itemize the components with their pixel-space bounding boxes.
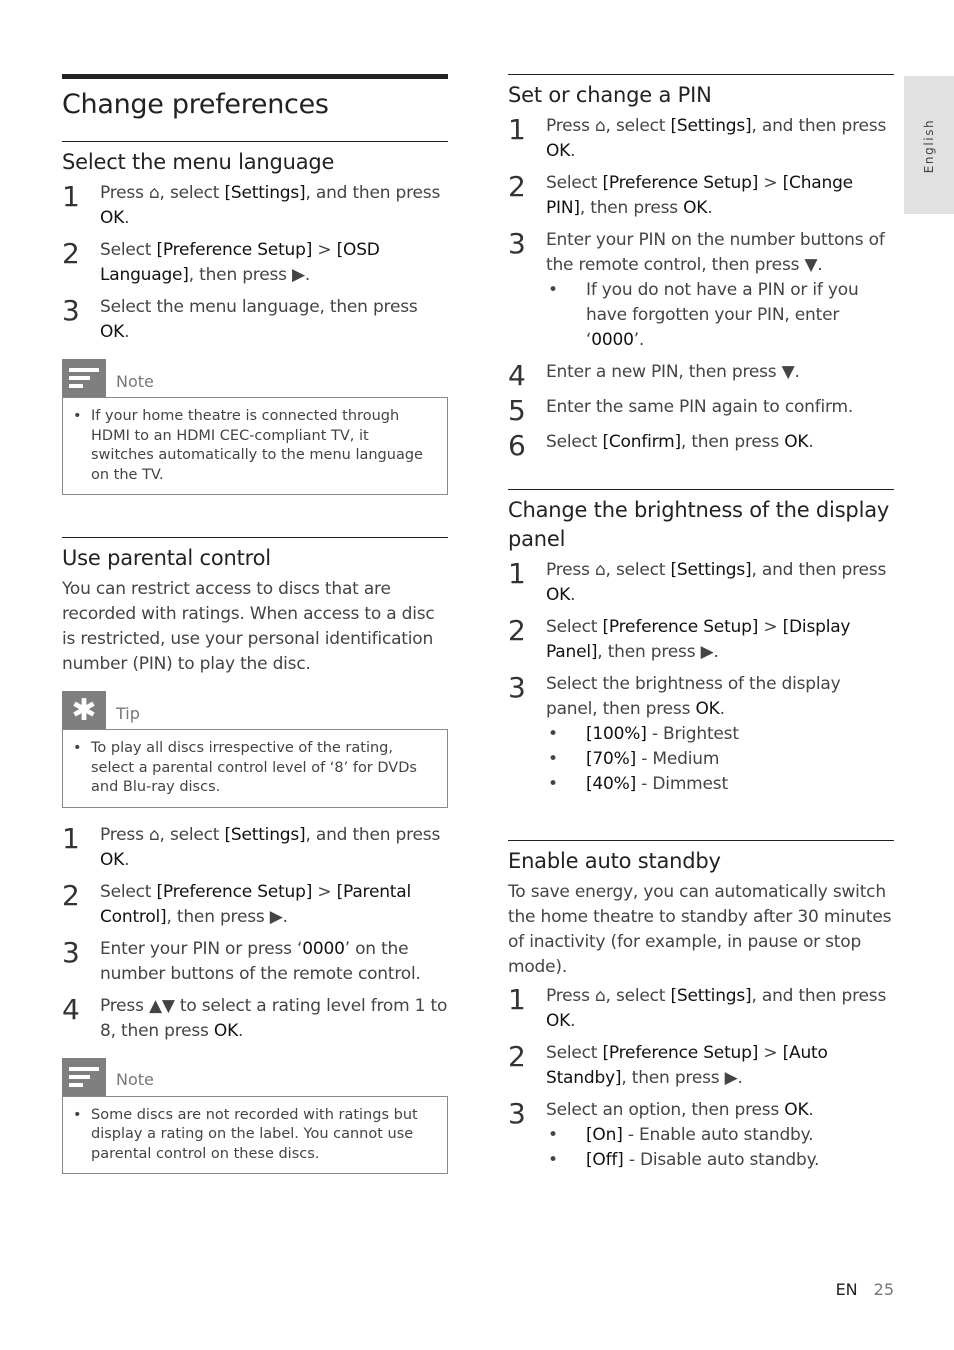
pin-section: [508, 74, 894, 462]
step-text: Enter the same PIN again to confirm.: [546, 397, 854, 417]
pin-steps: [508, 113, 894, 462]
bullet-item: • [100%] - Brightest: [546, 722, 894, 747]
step: [508, 672, 894, 797]
step-text: Select [Preference Setup] > [OSD Language], then press ▶.: [100, 240, 380, 285]
step-number: 3: [62, 294, 80, 327]
parental-steps: [62, 823, 448, 1044]
step-text: Select [Preference Setup] > [Parental Control], then press ▶.: [100, 881, 411, 927]
standby-intro: To save energy, you can automatically switch the home theatre to standby after 30 minutes of inactivity (for example, in pause or stop mode).: [508, 882, 892, 977]
note-text: If your home theatre is connected through HDMI to an HDMI CEC-compliant TV, it switches automatically to the menu language on the TV.: [91, 408, 423, 483]
step-number: 3: [508, 671, 526, 704]
page-number: 25: [873, 1280, 894, 1299]
step-text: Select [Preference Setup] > [Auto Standby], then press ▶.: [546, 1043, 828, 1088]
step: [508, 394, 894, 427]
tip-icon: ✱: [62, 691, 106, 729]
step: [62, 295, 448, 345]
step-text: Select [Confirm], then press OK.: [546, 432, 814, 452]
note-text: Some discs are not recorded with ratings but display a rating on the label. You cannot use parental control on these discs.: [91, 1106, 418, 1162]
step-number: 1: [62, 180, 80, 213]
tip-box: [62, 691, 448, 808]
menu-language-section: [62, 141, 448, 495]
step-number: 1: [508, 557, 526, 590]
step-number: 4: [62, 992, 80, 1026]
bullet-item: • [Off] - Disable auto standby.: [546, 1148, 894, 1173]
step-text: Select [Preference Setup] > [Change PIN], then press OK.: [546, 173, 853, 218]
tip-text: To play all discs irrespective of the rating, select a parental control level of ‘8’ for DVDs and Blu-ray discs.: [91, 740, 417, 795]
note-label: Note: [116, 371, 154, 391]
step-text: Select the menu language, then press OK.: [100, 297, 418, 342]
brightness-steps: [508, 558, 894, 797]
step-text: Select [Preference Setup] > [Display Panel], then press ▶.: [546, 617, 851, 662]
footer-language: EN: [835, 1280, 858, 1299]
standby-section: [508, 840, 894, 1173]
standby-heading: Enable auto standby: [508, 849, 721, 873]
step: [62, 937, 448, 987]
step-number: 1: [508, 113, 526, 146]
step: [62, 238, 448, 288]
step-text: Select the brightness of the display panel, then press OK. • [100%] - Brightest • [70%] - Medium • [40%] - Dimmest: [546, 672, 894, 797]
step-number: 2: [62, 237, 80, 270]
step-text: Press ⌂, select [Settings], and then press OK.: [546, 116, 887, 161]
language-tab-label: English: [922, 118, 936, 174]
step-text: Enter a new PIN, then press ▼.: [546, 362, 800, 382]
step-text: Press ⌂, select [Settings], and then press OK.: [100, 824, 441, 870]
step-number: 2: [508, 170, 526, 203]
step-number: 3: [508, 227, 526, 260]
step-text: Press ▲▼ to select a rating level from 1 to 8, then press OK.: [100, 995, 448, 1041]
step-number: 4: [508, 359, 526, 392]
pin-heading: Set or change a PIN: [508, 83, 712, 107]
step-number: 5: [508, 394, 526, 427]
step: [508, 558, 894, 608]
step-number: 3: [62, 935, 80, 969]
page-title: Change preferences: [62, 89, 329, 120]
standby-steps: [508, 984, 894, 1173]
step: [508, 429, 894, 462]
tip-label: Tip: [116, 703, 140, 723]
bullet-item: • If you do not have a PIN or if you have forgotten your PIN, enter ‘0000’.: [546, 278, 894, 353]
bullet-item: • [On] - Enable auto standby.: [546, 1123, 894, 1148]
step-number: 3: [508, 1097, 526, 1130]
step-number: 2: [508, 1040, 526, 1073]
right-column: [508, 74, 894, 1180]
step: [508, 228, 894, 353]
note-box: [62, 359, 448, 495]
step-number: 6: [508, 429, 526, 462]
parental-section: [62, 537, 448, 1174]
step-text: Press ⌂, select [Settings], and then press OK.: [546, 560, 887, 605]
step: [508, 114, 894, 164]
step: [62, 181, 448, 231]
step-text: Enter your PIN or press ‘0000’ on the number buttons of the remote control.: [100, 938, 421, 984]
title-rule: [62, 74, 448, 79]
step-number: 1: [62, 821, 80, 855]
menu-language-steps: [62, 181, 448, 345]
step-text: Select an option, then press OK. • [On] - Enable auto standby. • [Off] - Disable auto standby.: [546, 1098, 894, 1173]
step-number: 1: [508, 983, 526, 1016]
step-number: 2: [62, 878, 80, 912]
brightness-heading: Change the brightness of the display panel: [508, 498, 890, 551]
step-number: 2: [508, 614, 526, 647]
step-text: Enter your PIN on the number buttons of the remote control, then press ▼. • If you do not have a PIN or if you have forgotten your PIN, enter ‘0000’.: [546, 228, 894, 353]
step: [508, 359, 894, 392]
bullet-item: • [70%] - Medium: [546, 747, 894, 772]
note-icon: [62, 359, 106, 397]
step: [62, 823, 448, 873]
page-footer: [836, 1280, 894, 1299]
step: [508, 984, 894, 1034]
bullet-item: • [40%] - Dimmest: [546, 772, 894, 797]
step-text: Press ⌂, select [Settings], and then press OK.: [546, 986, 887, 1031]
parental-intro: You can restrict access to discs that are recorded with ratings. When access to a disc is restricted, use your personal identification number (PIN) to play the disc.: [62, 579, 435, 674]
step: [62, 994, 448, 1044]
left-column: [62, 74, 448, 1174]
menu-language-heading: Select the menu language: [62, 150, 335, 174]
step: [508, 1041, 894, 1091]
step: [508, 1098, 894, 1173]
step-text: Press ⌂, select [Settings], and then press OK.: [100, 183, 441, 228]
step: [62, 880, 448, 930]
brightness-section: [508, 489, 894, 797]
parental-heading: Use parental control: [62, 546, 271, 570]
note-label: Note: [116, 1070, 154, 1089]
step: [508, 171, 894, 221]
note-icon: [62, 1058, 106, 1096]
note-box: [62, 1058, 448, 1175]
language-tab: [904, 76, 954, 214]
step: [508, 615, 894, 665]
